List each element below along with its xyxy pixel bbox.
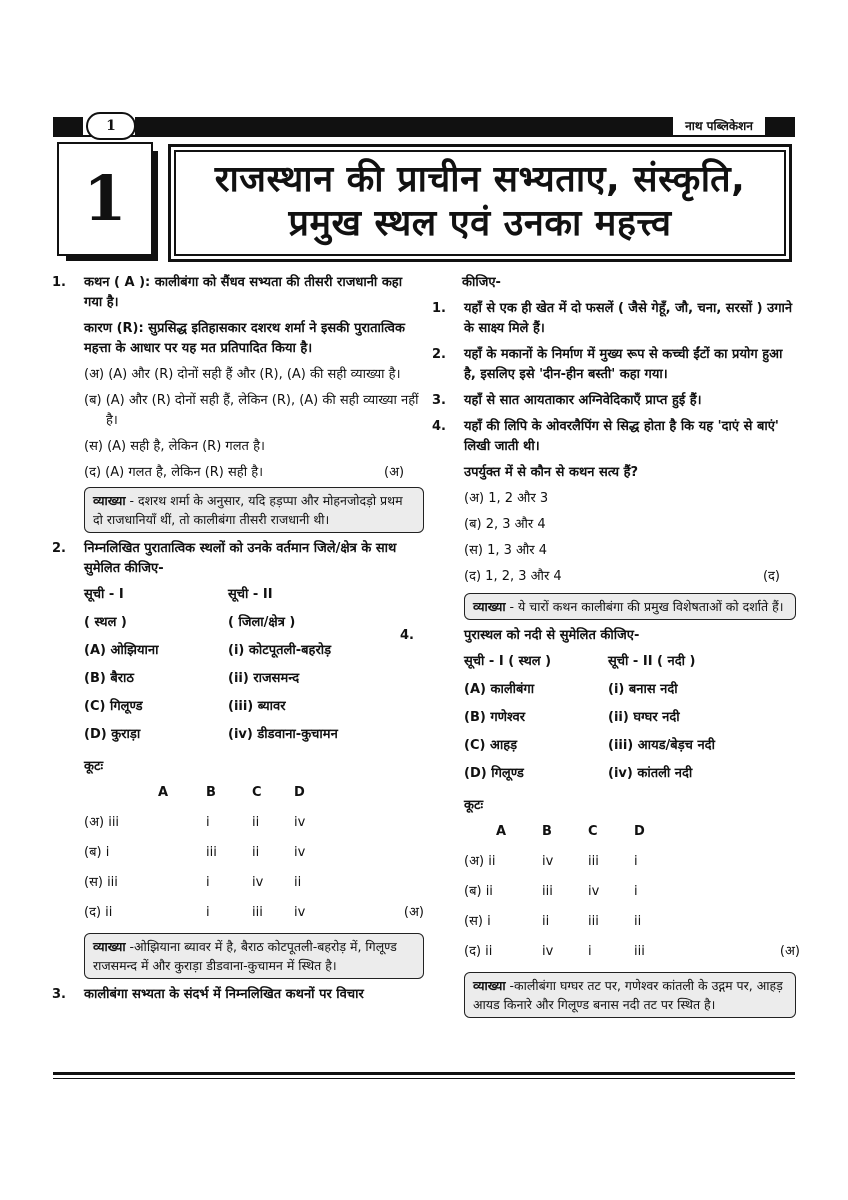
list-2-heading: सूची - II ( नदी ) [608,654,696,669]
explanation-text: - ये चारों कथन कालीबंगा की प्रमुख विशेषताओं को दर्शाते हैं। [505,599,784,614]
question-4 [400,626,800,1018]
option-a: (अ) 1, 2 और 3 [464,491,549,506]
code-row [464,942,794,972]
list-2-item: (iii) ब्यावर [228,699,286,714]
question-text-continued: कीजिए- [462,275,501,290]
statement-text: यहाँ के मकानों के निर्माण में मुख्य रूप से कच्ची ईंटों का प्रयोग हुआ है, इसलिए इसे 'दीन-हीन बस्ती' कहा गया। [464,347,783,382]
option-c: (स) 1, 3 और 4 [464,543,548,558]
reason-text: कारण (R): सुप्रसिद्ध इतिहासकार दशरथ शर्मा ने इसकी पुरातात्विक महत्ता के आधार पर यह मत प्रतिपादित किया है। [84,321,405,356]
code-option: (अ) iii [84,815,120,830]
list-1-item: (A) कालीबंगा [464,682,535,697]
list-1-item: (B) गणेश्वर [464,710,526,725]
explanation-box [464,593,796,620]
question-text: पुरास्थल को नदी से सुमेलित कीजिए- [464,628,640,643]
list-2-item: (i) बनास नदी [608,682,678,697]
list-1-heading: सूची - I [84,587,124,602]
code-row [84,843,424,873]
code-cell: iv [542,944,554,959]
list-1-item: (D) गिलूण्ड [464,766,524,781]
explanation-label: व्याख्या [473,599,506,614]
explanation-box [84,487,424,533]
option-b: (ब) 2, 3 और 4 [464,517,546,532]
list-2-item: (i) कोटपूतली-बहरोड़ [228,643,332,658]
code-row [464,912,794,942]
question-number: 3. [52,987,66,1002]
question-number: 2. [52,541,66,556]
chapter-title-line-2: प्रमुख स्थल एवं उनका महत्त्व [288,203,672,244]
explanation-box [84,933,424,979]
question-3-options [432,463,796,620]
chapter-number: 1 [57,142,153,256]
code-label: कूटः [84,759,104,774]
code-head-b: B [206,785,216,800]
question-1 [52,273,424,533]
explanation-text: -कालीबंगा घग्घर तट पर, गणेश्वर कांतली के उद्गम पर, आहड़ आयड किनारे और गिलूण्ड बनास नदी तट पर स्थित है। [473,978,783,1012]
list-1-item: (C) गिलूण्ड [84,699,143,714]
explanation-box [464,972,796,1018]
code-cell: i [206,875,210,890]
answer-key: (अ) [779,944,800,959]
header-bar-middle [135,117,673,135]
code-cell: iii [252,905,263,920]
code-cell: iii [588,914,599,929]
statement [432,417,796,457]
explanation-text: - दशरथ शर्मा के अनुसार, यदि हड़प्पा और मोहनजोदड़ो प्रथम दो राजधानियाँ थीं, तो कालीबंगा तीसरी राजधानी थी। [93,493,403,527]
match-list [84,585,338,753]
option-b: (ब) (A) और (R) दोनों सही हैं, लेकिन (R), (A) की सही व्याख्या नहीं है। [84,393,419,428]
statement [432,391,796,411]
question-number: 1. [52,275,66,290]
code-cell: i [206,905,210,920]
list-1-heading: सूची - I ( स्थल ) [464,654,552,669]
header-bar-right [765,117,795,135]
code-head-c: C [588,824,598,839]
right-column [400,273,800,1024]
code-table [84,783,424,933]
code-option: (स) i [464,914,491,929]
code-cell: iv [294,845,306,860]
footer-rule-thin [53,1078,795,1079]
question-number: 4. [400,628,414,643]
statement-text: यहाँ से सात आयताकार अग्निवेदिकाएँ प्राप्त हुई हैं। [464,393,702,408]
code-cell: ii [252,815,260,830]
code-cell: iv [588,884,600,899]
code-cell: ii [252,845,260,860]
code-cell-value: iv [294,905,306,920]
explanation-text: -ओझियाना ब्यावर में है, बैराठ कोटपूतली-बहरोड़ में, गिलूण्ड राजसमन्द में और कुराड़ा डीडवाना-कुचामन में स्थित है। [93,939,397,973]
list-2-item: (ii) घग्घर नदी [608,710,680,725]
question-prompt: उपर्युक्त में से कौन से कथन सत्य हैं? [464,465,639,480]
code-head-d: D [294,785,305,800]
code-row [84,873,424,903]
assertion-text: कथन ( A ): कालीबंगा को सैंधव सभ्यता की तीसरी राजधानी कहा गया है। [84,275,403,310]
header-bar-left [53,117,83,135]
code-table [464,822,800,972]
code-row [464,882,794,912]
code-head-b: B [542,824,552,839]
list-2-item: (ii) राजसमन्द [228,671,300,686]
code-cell: iii [206,845,217,860]
code-cell: i [588,944,592,959]
list-1-item: (C) आहड़ [464,738,518,753]
code-cell: i [634,884,638,899]
answer-key: (अ) [403,905,424,920]
list-2-item: (iv) डीडवाना-कुचामन [228,727,338,742]
statement-list [432,299,796,457]
list-2-item: (iv) कांतली नदी [608,766,693,781]
code-cell: iii [588,854,599,869]
list-2-heading: सूची - II [228,587,273,602]
list-1-item: (A) ओझियाना [84,643,159,658]
question-3-continued [432,273,796,293]
code-cell: ii [634,914,642,929]
code-cell: i [634,854,638,869]
option-a: (अ) (A) और (R) दोनों सही हैं और (R), (A) की सही व्याख्या है। [84,367,401,382]
statement-number: 2. [432,347,446,362]
question-text: निम्नलिखित पुरातात्विक स्थलों को उनके वर्तमान जिले/क्षेत्र के साथ सुमेलित कीजिए- [84,541,397,576]
statement [432,345,796,385]
code-label: कूटः [464,798,484,813]
code-cell: ii [294,875,302,890]
code-cell: iii [542,884,553,899]
chapter-title-line-1: राजस्थान की प्राचीन सभ्यताए, संस्कृति, [214,159,746,200]
page-number: 1 [86,112,136,140]
statement-text: यहाँ की लिपि के ओवरलैपिंग से सिद्ध होता है कि यह 'दाएं से बाएं' लिखी जाती थी। [464,419,779,454]
code-cell-value: iii [634,944,645,959]
explanation-label: व्याख्या [93,939,126,954]
explanation-label: व्याख्या [473,978,506,993]
code-option: (ब) i [84,845,110,860]
explanation-label: व्याख्या [93,493,126,508]
publisher-name: नाथ पब्लिकेशन [685,119,753,133]
match-list [464,652,715,792]
statement-number: 4. [432,419,446,434]
list-1-item: (B) बैराठ [84,671,134,686]
footer-rule-thick [53,1072,795,1075]
code-option: (द) ii [464,944,493,959]
code-head-a: A [496,824,507,839]
code-row [84,813,424,843]
statement [432,299,796,339]
code-head-c: C [252,785,262,800]
code-cell: iv [294,815,306,830]
left-column [52,273,424,1011]
statement-number: 3. [432,393,446,408]
list-1-subheading: ( स्थल ) [84,615,127,630]
code-cell: iv [542,854,554,869]
chapter-title [174,150,786,256]
list-1-item: (D) कुराड़ा [84,727,141,742]
code-head-d: D [634,824,645,839]
code-option: (अ) ii [464,854,496,869]
list-2-subheading: ( जिला/क्षेत्र ) [228,615,296,630]
code-head-a: A [158,785,169,800]
statement-number: 1. [432,301,446,316]
question-2 [52,539,424,979]
option-d-text: (द) (A) गलत है, लेकिन (R) सही है। [84,465,264,480]
code-row [84,903,424,933]
code-option: (द) ii [84,905,113,920]
code-cell [634,942,800,972]
code-cell: ii [542,914,550,929]
option-d [464,567,796,587]
list-2-item: (iii) आयड/बेड़च नदी [608,738,715,753]
code-option: (स) iii [84,875,118,890]
code-cell: iv [252,875,264,890]
question-text: कालीबंगा सभ्यता के संदर्भ में निम्नलिखित कथनों पर विचार [84,987,364,1002]
code-cell: i [206,815,210,830]
statement-text: यहाँ से एक ही खेत में दो फसलें ( जैसे गेहूँ, जौ, चना, सरसों ) उगाने के साक्ष्य मिले हैं। [464,301,793,336]
option-c: (स) (A) सही है, लेकिन (R) गलत है। [84,439,265,454]
code-row [464,852,794,882]
option-d: (द) (A) गलत है, लेकिन (R) सही है। (अ) [84,465,405,480]
answer-key: (द) [762,569,780,584]
option-d-text: (द) 1, 2, 3 और 4 [464,569,562,584]
question-3-start [52,985,424,1005]
code-option: (ब) ii [464,884,493,899]
